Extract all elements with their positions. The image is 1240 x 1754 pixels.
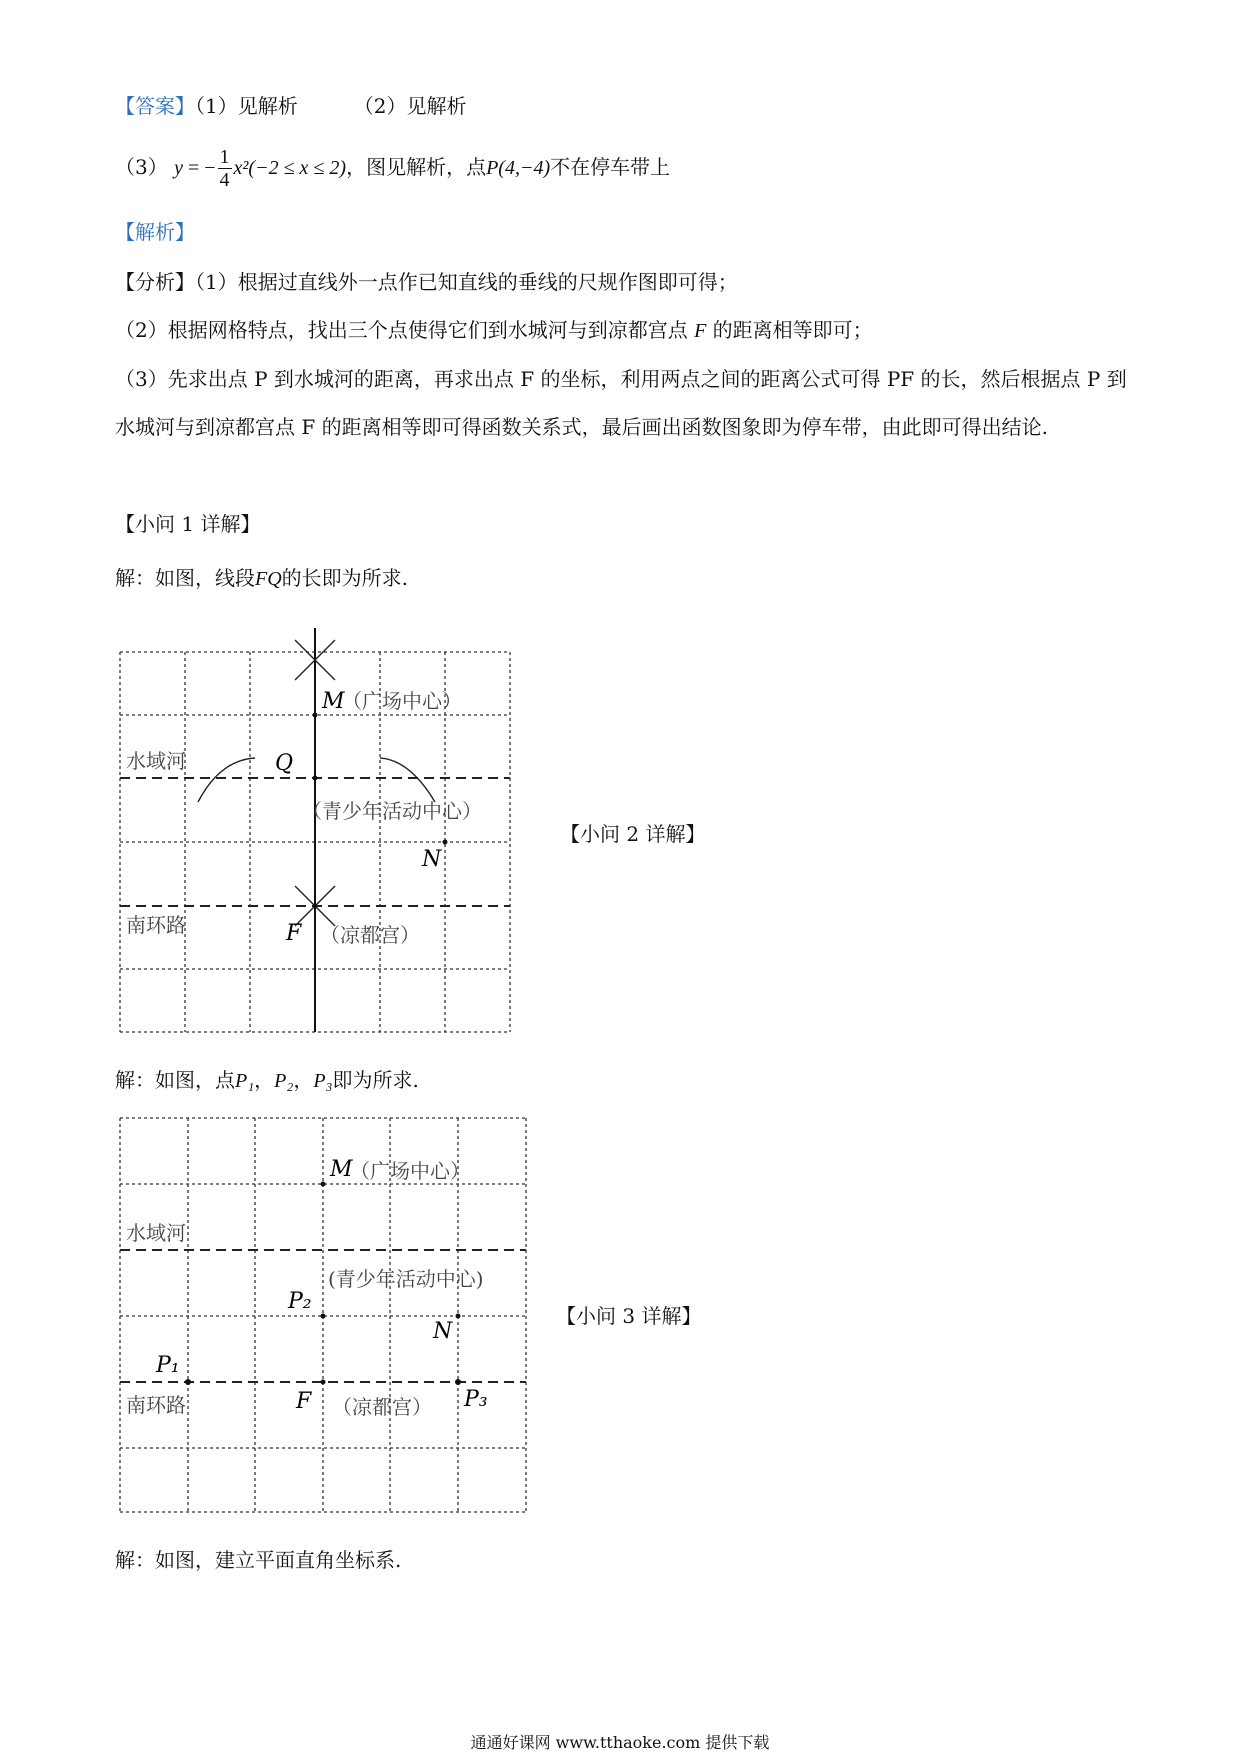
answer-tag: 【答案】: [115, 94, 195, 118]
analysis-tag: 【解析】: [115, 220, 195, 244]
fig1-label-n: N: [422, 847, 442, 872]
analysis-p1: （1）根据过直线外一点作已知直线的垂线的尺规作图即可得；: [195, 270, 738, 294]
fig2-point-n: [456, 1314, 461, 1319]
fig2-label-f: F: [296, 1389, 312, 1414]
page-footer: 通通好课网 www.tthaoke.com 提供下载: [470, 1733, 770, 1752]
fig1-label-youth: （青少年活动中心）: [302, 799, 482, 823]
q2-p2: P₂: [274, 1070, 294, 1092]
fig2-point-m: [321, 1182, 326, 1187]
answer-part2: （2）见解析: [353, 94, 467, 118]
formula-rest: x²(−2 ≤ x ≤ 2): [233, 157, 347, 179]
fig1-label-f: F: [286, 921, 302, 946]
formula-y: y: [174, 157, 183, 179]
fraction-denominator: 4: [219, 169, 230, 191]
fig1-label-palace: （凉都宫）: [320, 923, 420, 947]
fig2-label-n: N: [433, 1319, 453, 1344]
answer-line-3: [115, 146, 670, 191]
formula-eq: = −: [182, 157, 216, 179]
q2-sep2: ，: [293, 1068, 314, 1092]
fig1-label-river: 水域河: [126, 749, 186, 773]
fig1-point-f: [313, 904, 318, 909]
analysis-p2-line: [115, 306, 1130, 355]
answer-part3-text: ，图见解析，点: [346, 155, 487, 179]
q1-solution-b: 的长即为所求.: [281, 566, 409, 590]
q1-solution: [115, 564, 408, 593]
analysis-p1-line: [115, 258, 1130, 306]
analysis-p2-f: F: [694, 320, 707, 342]
fig2-label-m: M: [330, 1157, 353, 1182]
fig2-point-p1: [185, 1379, 191, 1385]
analysis-p3: （3）先求出点 P 到水城河的距离，再求出点 F 的坐标，利用两点之间的距离公式可得 PF 的长，然后根据点 P 到水城河与到凉都宫点 F 的距离相等即可得函数关系式，最后画出函数图象即为停车带，由此即可得出结论.: [115, 367, 1127, 439]
q2-p3: P₃: [313, 1070, 333, 1092]
fraction-numerator: 1: [219, 146, 230, 168]
fig2-point-p3: [455, 1379, 461, 1385]
fig2-label-youth: (青少年活动中心): [328, 1267, 484, 1291]
fig1-point-n: [443, 840, 448, 845]
formula-fraction: [218, 146, 232, 191]
fig2-label-road: 南环路: [126, 1393, 186, 1417]
fig2-label-m-note: （广场中心）: [350, 1159, 470, 1183]
q2-title: 【小问 2 详解】: [560, 822, 706, 846]
fig2-label-palace: （凉都宫）: [332, 1395, 432, 1419]
q1-title: 【小问 1 详解】: [115, 512, 261, 536]
fig1-arc-left: [198, 758, 255, 802]
q2-solution-a: 解：如图，点: [115, 1068, 235, 1092]
fig1-point-m: [313, 713, 318, 718]
analysis-p2c: 的距离相等即可；: [712, 318, 873, 342]
fig1-point-q: [313, 776, 318, 781]
fig2-label-p3: P₃: [464, 1387, 488, 1412]
fig2-point-f: [321, 1380, 326, 1385]
q2-solution-b: 即为所求.: [332, 1068, 419, 1092]
fig2-label-river: 水域河: [126, 1221, 186, 1245]
q1-solution-a: 解：如图，线段: [115, 566, 255, 590]
q1-var-fq: FQ: [255, 568, 282, 590]
analysis-p2a: （2）根据网格特点，找出三个点使得它们到水城河与到凉都宫点: [115, 318, 688, 342]
answer-part3-end: 不在停车带上: [550, 155, 671, 179]
figure-1: [110, 620, 530, 1040]
figure-2: [110, 1110, 540, 1520]
point-p: P(4,−4): [486, 157, 551, 179]
fig1-arc-right: [380, 758, 435, 802]
q3-solution: 解：如图，建立平面直角坐标系.: [115, 1548, 402, 1572]
fig1-label-q: Q: [275, 751, 294, 776]
fig2-point-p2: [321, 1314, 326, 1319]
analysis-block: [115, 258, 1130, 451]
fig2-label-p1: P₁: [156, 1353, 180, 1378]
analysis-label: 【分析】: [115, 270, 195, 294]
answer-part3-prefix: （3）: [115, 155, 168, 179]
answer-part1: （1）见解析: [195, 94, 298, 118]
q2-solution: [115, 1066, 419, 1095]
fig2-label-p2: P₂: [288, 1289, 312, 1314]
answer-line-1: [115, 92, 466, 120]
fig1-label-m: M: [322, 689, 345, 714]
q3-title: 【小问 3 详解】: [556, 1304, 702, 1328]
q2-p1: P₁: [235, 1070, 255, 1092]
fig1-label-road: 南环路: [126, 913, 186, 937]
q2-sep1: ，: [254, 1068, 275, 1092]
fig1-label-m-note: （广场中心）: [342, 689, 462, 713]
